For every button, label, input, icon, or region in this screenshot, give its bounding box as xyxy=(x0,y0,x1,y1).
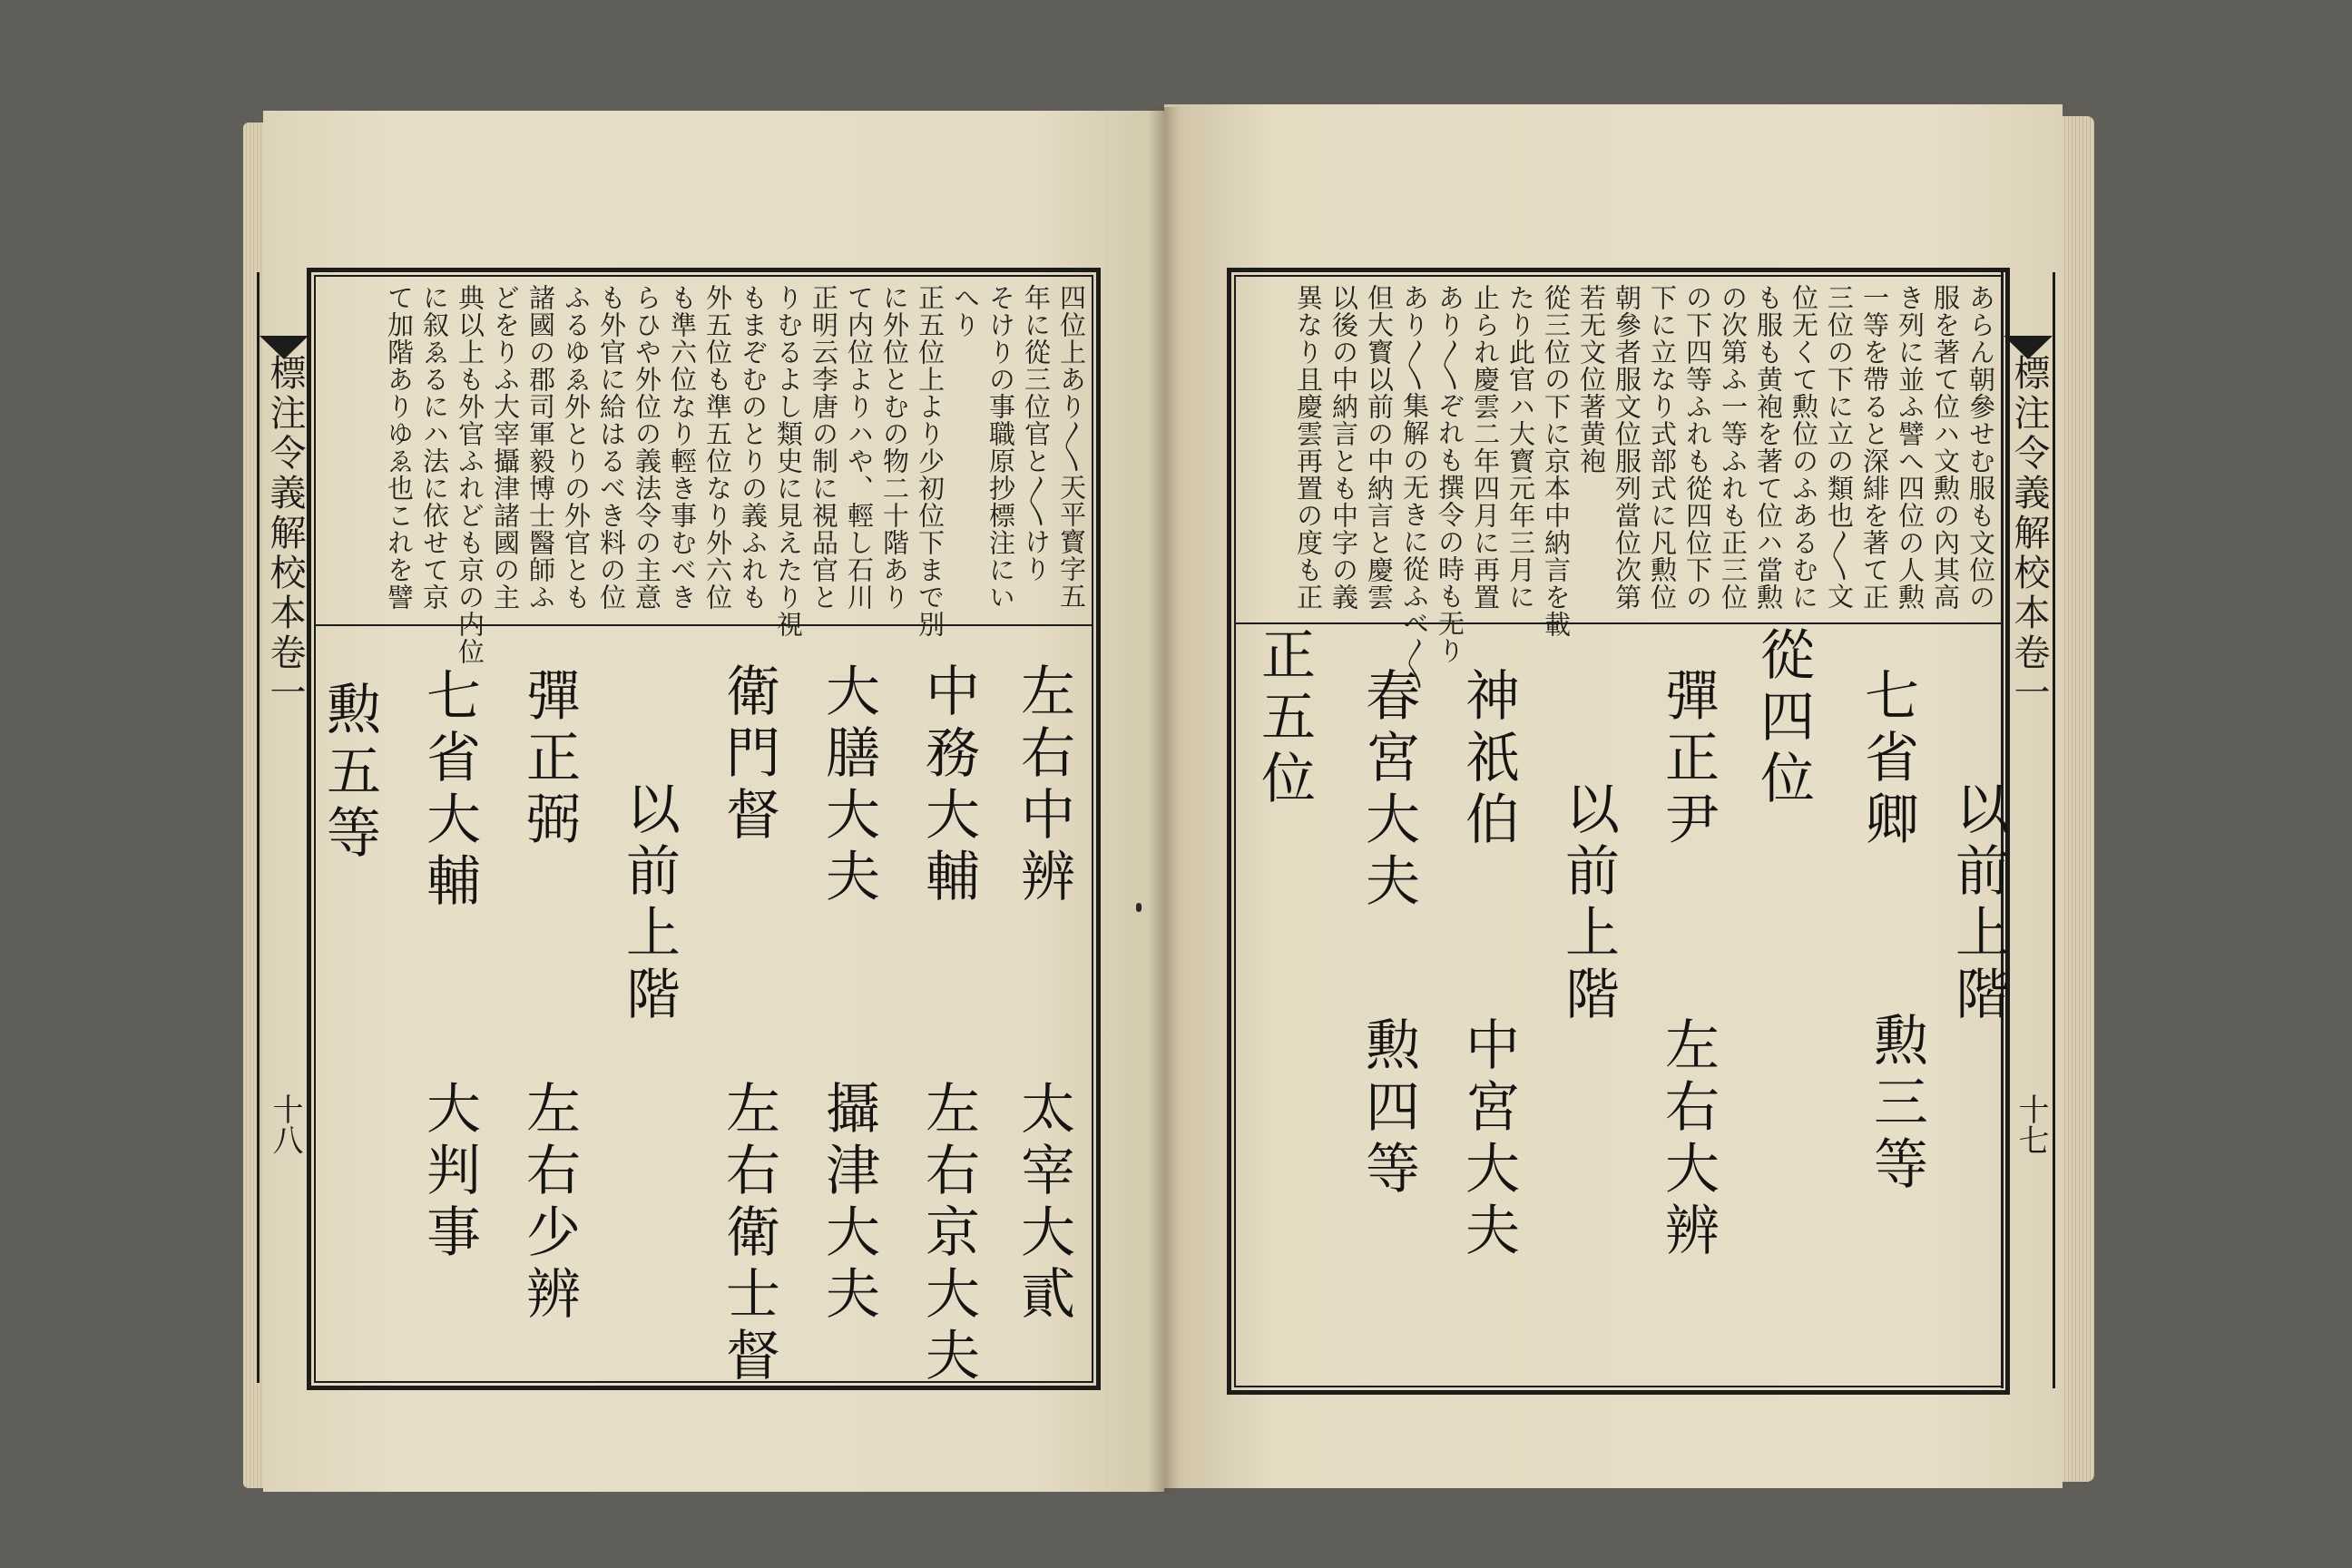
note-line: も外官に給はるべき料の位 xyxy=(596,284,627,611)
left-notes-divider xyxy=(314,624,1093,626)
office-title: 左右大辨 xyxy=(1656,1016,1720,1263)
note-line: 止られ慶雲二年四月に再置 xyxy=(1470,284,1501,611)
office-title: 攝津大夫 xyxy=(817,1080,880,1327)
note-line: へり xyxy=(950,284,981,338)
note-line: の次第ふ一等ふれも正三位 xyxy=(1718,284,1749,611)
note-line: たり此官ハ大寳元年三月に xyxy=(1505,284,1536,611)
office-title: 七省卿 xyxy=(1856,667,1919,852)
note-line: 年に從三位官と〳〵けり xyxy=(1021,284,1052,583)
note-line: ふるゆゑ外とりの外官とも xyxy=(561,284,592,611)
left-hashira xyxy=(257,272,311,1383)
note-line: 下に立なり式部式に凡勲位 xyxy=(1647,284,1678,611)
note-line: 位无くて勲位のふあるむに xyxy=(1788,284,1819,611)
right-page-edges xyxy=(2058,116,2094,1482)
note-line: 正明云李唐の制に視品官と xyxy=(808,284,839,611)
ink-speck xyxy=(1136,903,1142,912)
rank-heading: 正五位 xyxy=(1252,626,1316,811)
note-line: らひや外位の義法令の主意 xyxy=(632,284,662,611)
note-line: 服を著て位ハ文勲の內其高 xyxy=(1930,284,1961,611)
note-line: も準六位なり輕き事むべき xyxy=(667,284,698,611)
office-title: 左右衛士督 xyxy=(717,1080,780,1388)
note-line: 以後の中納言とも中字の義 xyxy=(1328,284,1359,611)
note-line: 四位上あり〳〵天平寳字五 xyxy=(1056,284,1087,610)
office-title: 左右中辨 xyxy=(1012,662,1075,909)
office-title: 衛門督 xyxy=(717,662,780,848)
office-title: 大判事 xyxy=(417,1080,481,1265)
right-notes-divider xyxy=(1234,622,2003,624)
office-title: 大膳大夫 xyxy=(817,662,880,909)
left-page-number: 十八 xyxy=(267,1093,303,1155)
office-title: 彈正弼 xyxy=(517,667,581,852)
office-title: 太宰大貳 xyxy=(1012,1080,1075,1327)
right-annotation-block xyxy=(1240,277,1998,691)
note-line: 典以上も外官ふれども京の内位 xyxy=(455,284,485,665)
note-line: に叙ゑるにハ法に依せて京 xyxy=(419,284,450,611)
office-title: 七省大輔 xyxy=(417,667,481,914)
note-line: あり〳〵集解の无きに從ふべ〳〵 xyxy=(1399,284,1430,691)
note-line: 一等を帶ると深緋を著て正 xyxy=(1859,284,1890,611)
rank-heading: 以前上階 xyxy=(1946,780,2010,1027)
note-line: 若无文位著黄袍 xyxy=(1576,284,1607,475)
office-title: 左右京大夫 xyxy=(916,1080,980,1388)
book-gutter xyxy=(1149,107,1180,1494)
rank-heading: 以前上階 xyxy=(617,780,681,1027)
note-line: て加階ありゆゑ也これを譬 xyxy=(384,284,415,611)
right-page-number: 十七 xyxy=(2013,1093,2049,1155)
note-line: りむるよし類史に見えたり視 xyxy=(773,284,804,638)
note-line: 正五位上より少初位下まで別 xyxy=(915,284,946,638)
note-line: そけりの事職原抄標注にい xyxy=(985,284,1016,611)
merit-rank: 勲三等 xyxy=(1865,1012,1928,1197)
note-line: 三位の下に立の類也〳〵文 xyxy=(1824,284,1855,610)
note-line: どをりふ大宰攝津諸國の主 xyxy=(490,284,521,611)
right-hashira-title: 標注令義解校本卷一 xyxy=(2008,354,2050,713)
office-title: 春宮大夫 xyxy=(1357,667,1420,914)
note-line: き列に並ふ譬へ四位の人勲 xyxy=(1895,284,1926,611)
left-hashira-title: 標注令義解校本卷一 xyxy=(264,354,306,713)
note-line: 諸國の郡司軍毅博士醫師ふ xyxy=(525,284,556,611)
note-line: 朝參者服文位服列當位次第 xyxy=(1612,284,1642,611)
note-line: あらん朝參せむ服も文位の xyxy=(1965,284,1996,611)
note-line: もまぞむのとりの義ふれも xyxy=(738,284,769,611)
note-line: 但大寳以前の中納言と慶雲 xyxy=(1364,284,1395,611)
left-annotation-block xyxy=(319,277,1089,665)
merit-rank: 勲四等 xyxy=(1357,1016,1420,1201)
note-line: て内位よりハや、輕し石川 xyxy=(844,284,875,611)
office-title: 左右少辨 xyxy=(517,1080,581,1327)
note-line: 異なり且慶雲再置の度も正 xyxy=(1293,284,1324,611)
note-line: も服も黄袍を著て位ハ當勲 xyxy=(1753,284,1784,611)
note-line: 從三位の下に京本中納言を載 xyxy=(1541,284,1572,638)
note-line: の下四等ふれも從四位下の xyxy=(1682,284,1713,611)
rank-heading: 從四位 xyxy=(1751,626,1815,811)
note-line: あり〳〵ぞれも撰令の時も无り xyxy=(1435,284,1465,664)
office-title: 彈正尹 xyxy=(1656,667,1720,852)
office-title: 中宮大夫 xyxy=(1456,1016,1520,1263)
note-line: に外位とむの物二十階あり xyxy=(879,284,910,611)
merit-rank: 勲五等 xyxy=(318,681,381,866)
office-title: 中務大輔 xyxy=(916,662,980,909)
rank-heading: 以前上階 xyxy=(1556,780,1620,1027)
office-title: 神祇伯 xyxy=(1456,667,1520,852)
note-line: 外五位も準五位なり外六位 xyxy=(702,284,733,611)
